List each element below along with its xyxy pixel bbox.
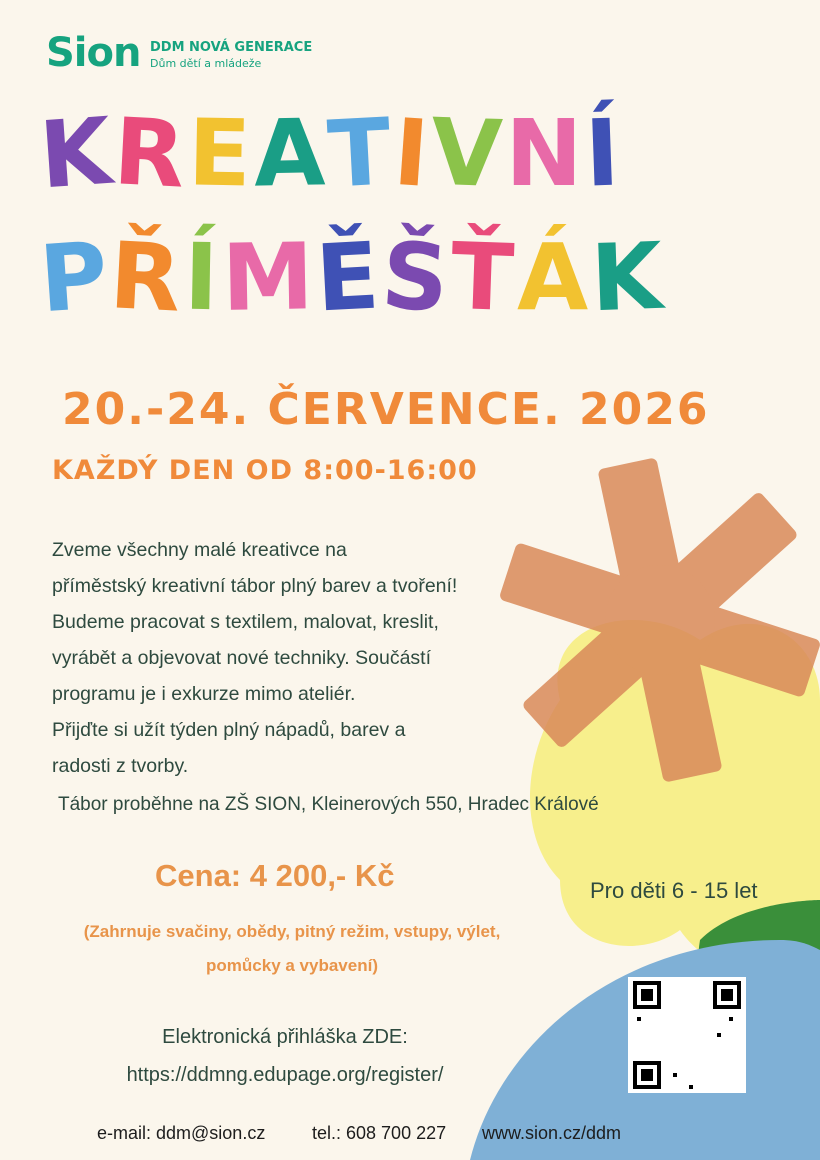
price-label: Cena: 4 200,- Kč xyxy=(155,858,395,893)
footer-email[interactable]: e-mail: ddm@sion.cz xyxy=(97,1123,266,1143)
description-line: radosti z tvorby. xyxy=(52,755,189,777)
sion-logo xyxy=(46,30,346,80)
logo-wordmark: Sion xyxy=(46,30,141,76)
title-letter: Ř xyxy=(107,222,188,333)
title-letter: T xyxy=(325,98,397,209)
title-letter: Ě xyxy=(313,222,385,333)
description-line: programu je i exkurze mimo ateliér. xyxy=(52,683,356,705)
title-letter: Í xyxy=(183,223,223,332)
price-note xyxy=(52,915,532,983)
org-name: DDM NOVÁ GENERACE xyxy=(150,40,313,55)
age-range: Pro děti 6 - 15 let xyxy=(590,878,758,903)
event-hours: KAŽDÝ DEN OD 8:00-16:00 xyxy=(52,455,478,486)
venue-text: Tábor proběhne na ZŠ SION, Kleinerových 550, Hradec Králové xyxy=(58,794,599,815)
title-letter: K xyxy=(589,222,668,333)
price-note-line: (Zahrnuje svačiny, obědy, pitný režim, vstupy, výlet, xyxy=(83,922,501,941)
title-letter: A xyxy=(253,99,330,208)
description-line: příměstský kreativní tábor plný barev a tvoření! xyxy=(52,575,458,597)
title-letter: Á xyxy=(516,224,592,331)
title-line-1 xyxy=(36,97,780,210)
title-letter: E xyxy=(187,99,255,208)
description-line: vyrábět a objevovat nové techniky. Součástí xyxy=(52,647,432,669)
title-line-2 xyxy=(36,221,780,334)
title-letter: Ť xyxy=(449,222,519,333)
qr-code[interactable] xyxy=(628,977,746,1093)
event-date: 20.-24. ČERVENCE. 2026 xyxy=(62,384,710,435)
description xyxy=(52,532,512,784)
title-letter: V xyxy=(429,98,508,209)
org-subtitle: Dům dětí a mládeže xyxy=(150,57,262,70)
title-letter: Š xyxy=(378,221,455,334)
registration xyxy=(60,1018,510,1094)
description-line: Zveme všechny malé kreativce na xyxy=(52,539,347,561)
registration-label: Elektronická přihláška ZDE: xyxy=(162,1026,408,1048)
title-letter: N xyxy=(505,100,586,207)
registration-link[interactable]: https://ddmng.edupage.org/register/ xyxy=(126,1064,444,1086)
title-letter: M xyxy=(220,223,318,332)
title-letter: Í xyxy=(583,99,625,208)
footer-web[interactable]: www.sion.cz/ddm xyxy=(482,1123,622,1143)
title-letter: I xyxy=(390,98,435,209)
description-line: Budeme pracovat s textilem, malovat, kreslit, xyxy=(52,611,439,633)
footer-phone[interactable]: tel.: 608 700 227 xyxy=(312,1123,447,1143)
title-letter: P xyxy=(36,221,115,334)
price-note-line: pomůcky a vybavení) xyxy=(206,956,378,975)
description-line: Přijďte si užít týden plný nápadů, barev a xyxy=(52,719,406,741)
title-letter: K xyxy=(36,97,118,210)
title-letter: R xyxy=(111,98,191,209)
